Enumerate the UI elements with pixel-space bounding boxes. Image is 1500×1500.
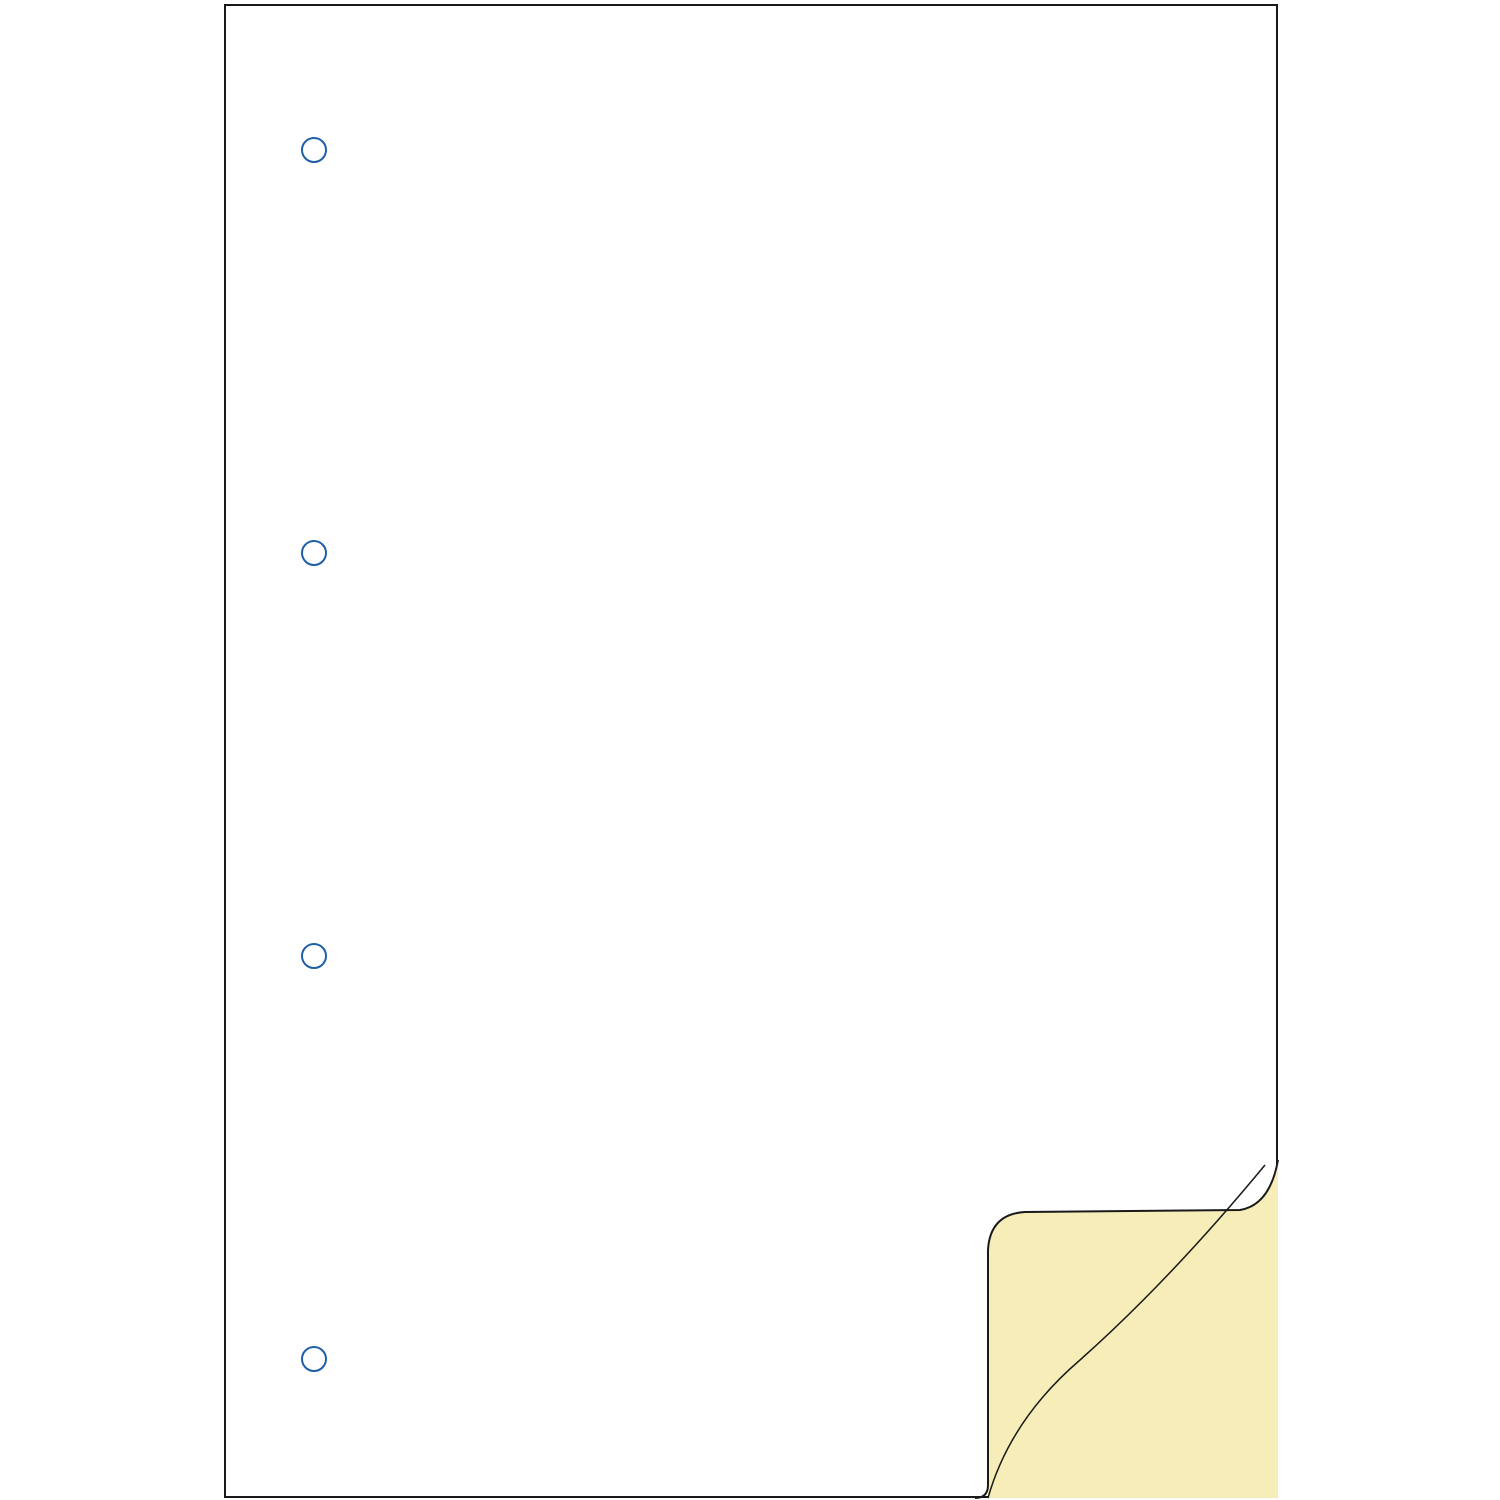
punch-hole: [301, 943, 327, 969]
punch-hole: [301, 137, 327, 163]
punch-hole: [301, 1346, 327, 1372]
punch-hole: [301, 540, 327, 566]
